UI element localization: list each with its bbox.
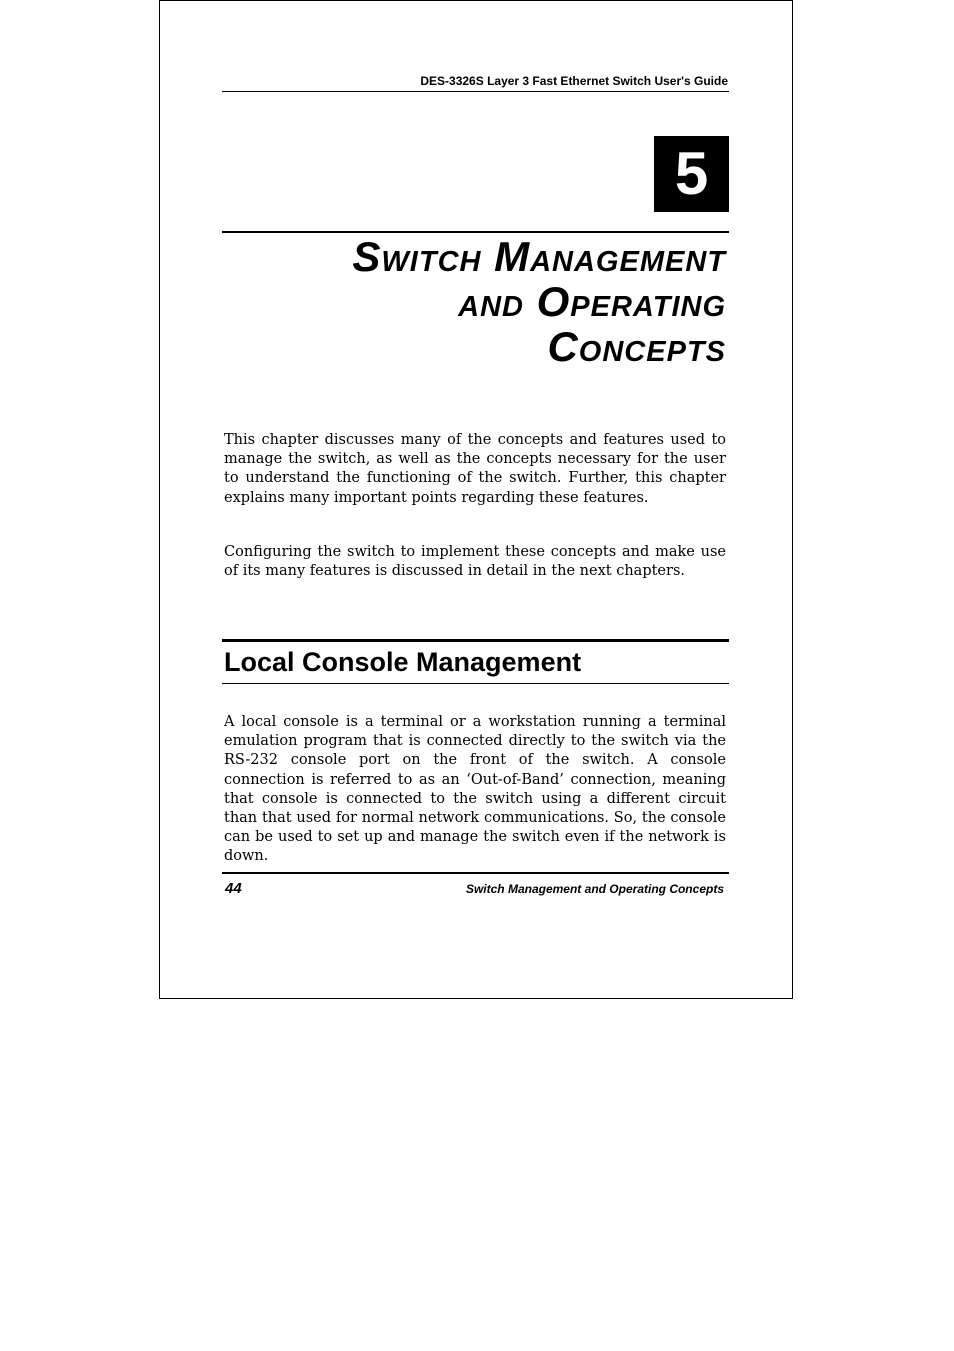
footer-rule xyxy=(222,872,729,874)
chapter-title-line-3: Concepts xyxy=(547,323,726,370)
header-rule xyxy=(222,91,729,92)
section-heading: Local Console Management xyxy=(224,647,582,677)
running-header: DES-3326S Layer 3 Fast Ethernet Switch User's Guide xyxy=(420,74,728,88)
section-rule-top xyxy=(222,639,729,642)
chapter-title xyxy=(222,234,726,369)
chapter-title-line-2: and Operating xyxy=(458,278,726,325)
chapter-number-badge: 5 xyxy=(654,136,729,212)
section-rule-bottom xyxy=(222,683,729,684)
intro-paragraph: This chapter discusses many of the concepts and features used to manage the switch, as well as the concepts necessary for the user to understand the functioning of the switch. Further, this chapter explains many important points regarding these features. xyxy=(224,432,726,506)
page-number: 44 xyxy=(225,880,242,897)
intro-paragraph: Configuring the switch to implement these concepts and make use of its many features is discussed in detail in the next chapters. xyxy=(224,544,726,580)
chapter-title-line-1: Switch Management xyxy=(352,233,726,280)
section-paragraph: A local console is a terminal or a workstation running a terminal emulation program that is connected directly to the switch via the RS-232 console port on the front of the switch. A console connection is referred to as an ‘Out-of-Band’ connection, meaning that console is connected to the switch using a different circuit than that used for normal network communications. So, the console can be used to set up and manage the switch even if the network is down. xyxy=(224,714,726,865)
running-footer: Switch Management and Operating Concepts xyxy=(465,882,724,896)
